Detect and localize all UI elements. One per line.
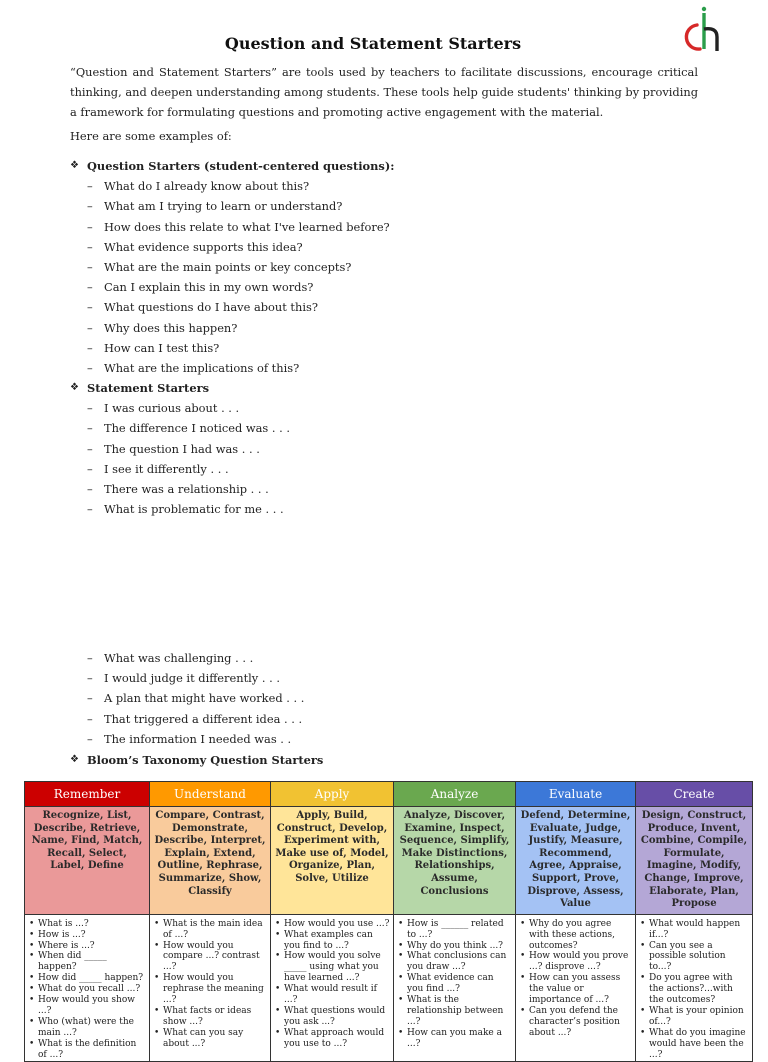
bloom-question: • What examples can you find to ...? [275,930,390,952]
bloom-question: • How would you use ...? [275,919,390,930]
dash-bullet: – [87,320,93,335]
list-item [70,439,710,459]
list-item [70,257,710,277]
list-item [70,237,710,257]
bloom-question: • How would you solve _____ using what you have learned ...? [275,951,390,984]
bloom-question: • What would happen if...? [640,919,749,941]
bloom-question: • What do you recall ...? [29,984,146,995]
dash-bullet: – [87,259,93,274]
bloom-question: • What do you imagine would have been the ...? [640,1028,749,1061]
diamond-bullet-icon: ❖ [70,160,79,171]
list-item-text: The question I had was . . . [104,441,260,456]
dash-bullet: – [87,280,93,295]
diamond-bullet-icon: ❖ [70,382,79,394]
list-item-text: I would judge it differently . . . [104,671,280,686]
list-item-text: I was curious about . . . [104,401,240,416]
statement-starters-list-continued [70,648,710,749]
bloom-verbs-cell: Analyze, Discover, Examine, Inspect, Sequence, Simplify, Make Distinctions, Relationships, Assume, Conclusions [394,807,516,915]
bloom-column-header: Evaluate [516,782,636,807]
bloom-question: • How did _____ happen? [29,973,146,984]
bloom-taxonomy-table [24,781,753,1062]
bloom-questions-cell [150,914,271,1061]
bloom-column-header: Apply [271,782,394,807]
bloom-question: • How would you prove ...? disprove ...? [520,951,632,973]
list-item-text: How can I test this? [104,340,220,355]
dash-bullet: – [87,401,93,416]
list-item [70,499,710,519]
list-item-text: What questions do I have about this? [104,300,318,315]
list-item-text: How does this relate to what I've learned before? [104,219,390,234]
bloom-questions-list [640,919,749,1061]
starters-list [70,156,710,519]
document-title: Question and Statement Starters [224,34,522,53]
statement-starters-list [70,398,710,519]
list-item-text: What was challenging . . . [104,651,254,665]
list-item [70,459,710,479]
dash-bullet: – [87,219,93,234]
bloom-question: • How would you compare ...? contrast ...? [154,941,267,974]
list-item [70,358,710,378]
bloom-question: • What would result if ...? [275,984,390,1006]
dash-bullet: – [87,340,93,355]
list-item [70,648,710,668]
list-item-text: The information I needed was . . [104,731,292,746]
bloom-question: • What is the definition of ...? [29,1039,146,1061]
dash-bullet: – [87,482,93,496]
list-item-text: What do I already know about this? [104,179,310,194]
list-item [70,217,710,237]
statement-starters-heading: ❖ Statement Starters [70,378,710,398]
bloom-question: • How can you assess the value or importance of ...? [520,973,632,1006]
bloom-question: • What is the main idea of ...? [154,919,267,941]
bloom-question: • How is ______ related to ...? [398,919,512,941]
list-item-text: That triggered a different idea . . . [104,711,303,726]
list-item [70,277,710,297]
list-item-text: What am I trying to learn or understand? [104,199,343,214]
bloom-question: • What conclusions can you draw ...? [398,951,512,973]
bloom-question: • What facts or ideas show ...? [154,1006,267,1028]
bloom-column-header: Create [636,782,753,807]
diamond-bullet-icon: ❖ [70,754,79,765]
bloom-question: • Can you see a possible solution to...? [640,941,749,974]
bloom-question: • Where is ...? [29,941,146,952]
bloom-verbs-row [25,807,753,915]
bloom-questions-row [25,914,753,1061]
bloom-question: • How can you make a ...? [398,1028,512,1050]
dash-bullet: – [87,711,93,726]
bloom-question: • What is the relationship between ...? [398,995,512,1028]
dash-bullet: – [87,502,93,517]
bloom-questions-cell [25,914,150,1061]
list-item-text: I see it differently . . . [104,461,229,476]
dash-bullet: – [87,671,93,686]
list-item-text: What evidence supports this idea? [104,239,303,254]
bloom-column-header: Understand [150,782,271,807]
dash-bullet: – [87,239,93,254]
list-item [70,176,710,196]
list-item [70,398,710,418]
dash-bullet: – [87,731,93,746]
bloom-question: • What is ...? [29,919,146,930]
statement-starters-continued [70,648,710,749]
bloom-question: • Who (what) were the main ...? [29,1017,146,1039]
bloom-question: • How would you rephrase the meaning ...? [154,973,267,1006]
bloom-header-row [25,782,753,807]
bloom-question: • What evidence can you find ...? [398,973,512,995]
bloom-question: • What can you say about ...? [154,1028,267,1050]
list-item [70,688,710,708]
bloom-question: • What approach would you use to ...? [275,1028,390,1050]
list-item-text: Can I explain this in my own words? [104,280,314,295]
bloom-column-header: Analyze [394,782,516,807]
list-item [70,479,710,499]
intro-paragraph: “Question and Statement Starters” are tools used by teachers to facilitate discussions, encourage critical thinking, and deepen understanding among students. These tools help guide students' thinking by providing a framework for formulating questions and promoting active engagement with the material. [70,65,698,119]
list-item-text: Why does this happen? [104,320,238,335]
bloom-questions-list [398,919,512,1050]
list-item [70,709,710,729]
dash-bullet: – [87,199,93,214]
bloom-questions-list [154,919,267,1050]
bloom-column-header: Remember [25,782,150,807]
bloom-questions-cell [516,914,636,1061]
dash-bullet: – [87,179,93,194]
bloom-question: • What is your opinion of...? [640,1006,749,1028]
bloom-question: • Why do you agree with these actions, outcomes? [520,919,632,952]
examples-label: Here are some examples of: [70,129,232,143]
bloom-questions-cell [271,914,394,1061]
list-item-text: What is problematic for me . . . [104,502,284,517]
bloom-verbs-cell: Apply, Build, Construct, Develop, Experiment with, Make use of, Model, Organize, Plan, Solve, Utilize [271,807,394,915]
dash-bullet: – [87,300,93,315]
list-item [70,418,710,438]
list-item-text: A plan that might have worked . . . [104,691,305,706]
list-item-text: What are the main points or key concepts? [104,259,352,274]
bloom-verbs-cell: Compare, Contrast, Demonstrate, Describe, Interpret, Explain, Extend, Outline, Rephrase, Summarize, Show, Classify [150,807,271,915]
bloom-questions-cell [636,914,753,1061]
dash-bullet: – [87,651,93,665]
bloom-question: • What questions would you ask ...? [275,1006,390,1028]
bloom-question: • How is ...? [29,930,146,941]
bloom-question: • Can you defend the character’s position about ...? [520,1006,632,1039]
list-item-text: The difference I noticed was . . . [104,421,291,436]
list-item [70,318,710,338]
bloom-verbs-cell: Defend, Determine, Evaluate, Judge, Justify, Measure, Recommend, Agree, Appraise, Support, Prove, Disprove, Assess, Value [516,807,636,915]
bloom-questions-list [29,919,146,1061]
dash-bullet: – [87,691,93,706]
dash-bullet: – [87,441,93,456]
list-item [70,338,710,358]
dash-bullet: – [87,461,93,476]
bloom-verbs-cell: Design, Construct, Produce, Invent, Combine, Compile, Formulate, Imagine, Modify, Change, Improve, Elaborate, Plan, Propose [636,807,753,915]
bloom-heading: ❖ Bloom’s Taxonomy Question Starters [70,750,323,770]
question-starters-heading: ❖ Question Starters (student-centered questions): [70,156,710,176]
question-starters-list [70,176,710,378]
bloom-questions-list [275,919,390,1050]
bloom-question: • How would you show ...? [29,995,146,1017]
bloom-verbs-cell: Recognize, List, Describe, Retrieve, Name, Find, Match, Recall, Select, Label, Define [25,807,150,915]
bloom-question: • When did _____ happen? [29,951,146,973]
list-item [70,729,710,749]
list-item [70,196,710,216]
list-item-text: What are the implications of this? [104,360,300,375]
bloom-question: • Why do you think ...? [398,941,512,952]
bloom-questions-cell [394,914,516,1061]
dash-bullet: – [87,360,93,375]
list-item [70,668,710,688]
bloom-question: • Do you agree with the actions?...with the outcomes? [640,973,749,1006]
dash-bullet: – [87,421,93,436]
bloom-questions-list [520,919,632,1039]
list-item-text: There was a relationship . . . [104,482,269,496]
list-item [70,297,710,317]
